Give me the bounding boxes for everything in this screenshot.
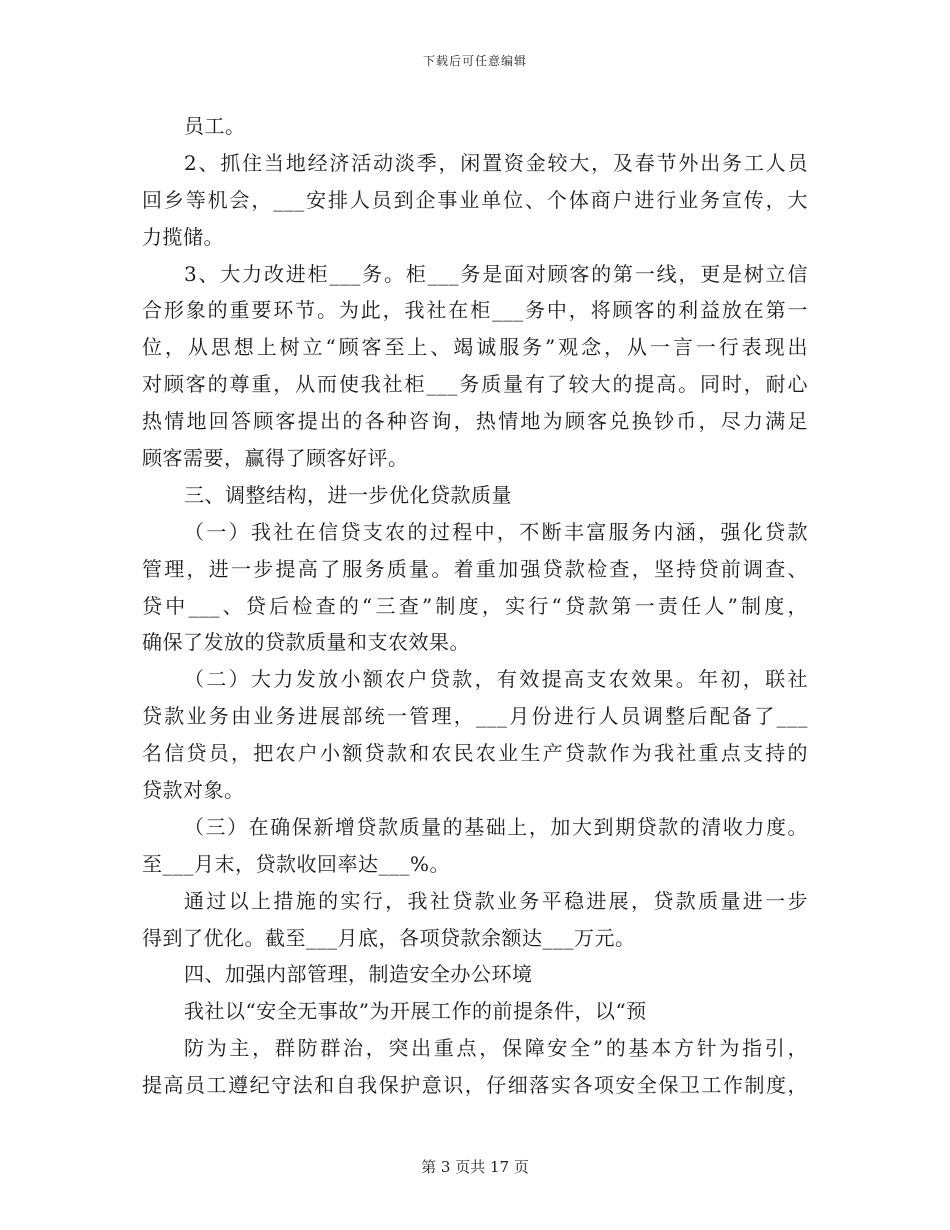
body-line: 贷中___、贷后检查的“三查”制度，实行“贷款第一责任人”制度， xyxy=(142,593,808,618)
body-line: 得到了优化。截至___月底，各项贷款余额达___万元。 xyxy=(142,925,636,950)
body-line: 回乡等机会，___安排人员到企事业单位、个体商户进行业务宣传，大 xyxy=(142,187,808,212)
body-line: 管理，进一步提高了服务质量。着重加强贷款检查，坚持贷前调查、 xyxy=(142,556,808,581)
body-line: 贷款业务由业务进展部统一管理，___月份进行人员调整后配备了___ xyxy=(142,704,808,729)
body-line: 我社以“安全无事故”为开展工作的前提条件，以“预 xyxy=(184,999,647,1024)
body-line: （一）我社在信贷支农的过程中，不断丰富服务内涵，强化贷款 xyxy=(184,519,808,544)
document-body xyxy=(142,108,808,1104)
body-line: 至___月末，贷款收回率达___%。 xyxy=(142,851,451,876)
body-line: 合形象的重要环节。为此，我社在柜___务中，将顾客的利益放在第一 xyxy=(142,298,808,323)
body-line: （三）在确保新增贷款质量的基础上，加大到期贷款的清收力度。 xyxy=(184,814,808,839)
body-line: 热情地回答顾客提出的各种咨询，热情地为顾客兑换钞币，尽力满足 xyxy=(142,409,808,434)
section-heading: 三、调整结构，进一步优化贷款质量 xyxy=(184,482,512,507)
body-line: （二）大力发放小额农户贷款，有效提高支农效果。年初，联社 xyxy=(184,667,808,692)
page-number: 第 3 页共 17 页 xyxy=(421,1158,529,1176)
body-line: 名信贷员，把农户小额贷款和农民农业生产贷款作为我社重点支持的 xyxy=(142,741,808,766)
section-heading: 四、加强内部管理，制造安全办公环境 xyxy=(184,962,533,987)
body-line: 顾客需要，赢得了顾客好评。 xyxy=(142,446,409,471)
body-line: 2、抓住当地经济活动淡季，闲置资金较大，及春节外出务工人员 xyxy=(184,150,808,175)
body-line: 贷款对象。 xyxy=(142,778,245,803)
body-line: 力揽储。 xyxy=(142,224,224,249)
body-line: 3、大力改进柜___务。柜___务是面对顾客的第一线，更是树立信 xyxy=(184,261,808,286)
body-line: 提高员工遵纪守法和自我保护意识，仔细落实各项安全保卫工作制度， xyxy=(142,1073,808,1098)
body-line: 位，从思想上树立“顾客至上、竭诚服务”观念，从一言一行表现出 xyxy=(142,335,808,360)
body-line: 员工。 xyxy=(184,114,246,138)
body-line: 对顾客的尊重，从而使我社柜___务质量有了较大的提高。同时，耐心 xyxy=(142,372,808,397)
page-header: 下载后可任意编辑 xyxy=(422,54,527,68)
body-line: 确保了发放的贷款质量和支农效果。 xyxy=(142,630,470,655)
body-line: 防为主，群防群治，突出重点，保障安全”的基本方针为指引， xyxy=(184,1036,808,1061)
body-line: 通过以上措施的实行，我社贷款业务平稳进展，贷款质量进一步 xyxy=(184,888,808,913)
